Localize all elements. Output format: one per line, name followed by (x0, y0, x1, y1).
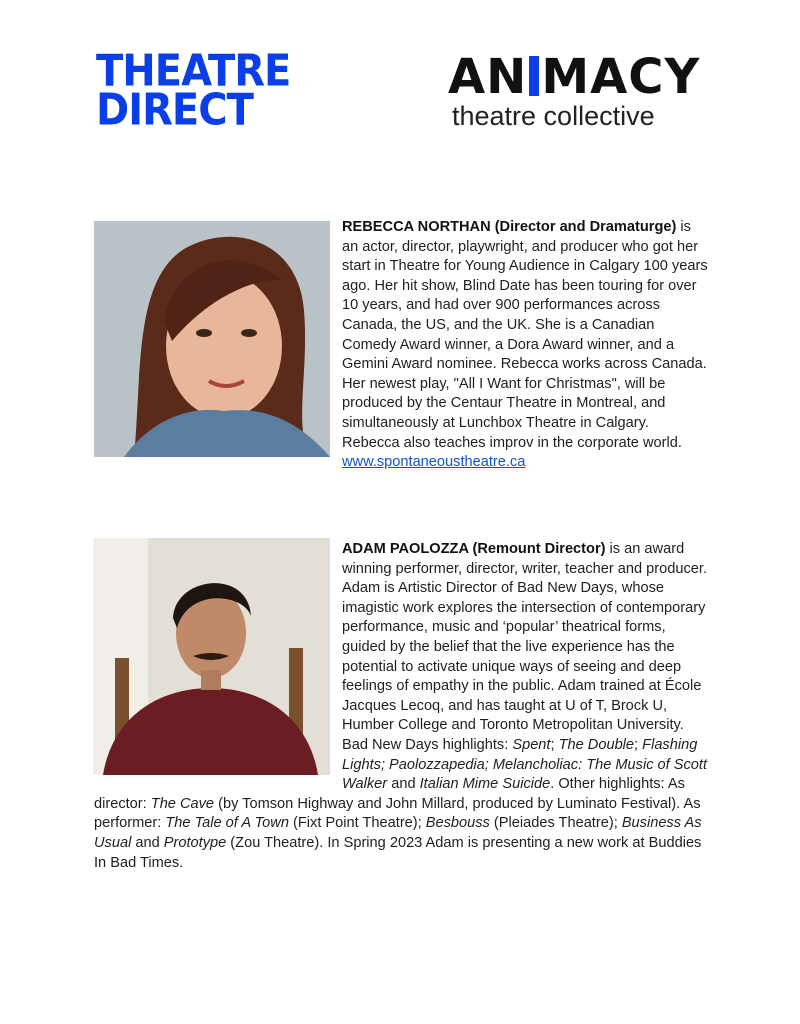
animacy-logo-wordmark (448, 49, 701, 105)
animacy-logo (448, 49, 701, 131)
bio-text: and (387, 776, 420, 793)
animacy-logo-part1: AN (448, 49, 528, 105)
bio-italic: The Cave (150, 795, 215, 812)
bio-italic: Flashing Lights; Paolozzapedia; Melancholiac: The Music of Scott Walker (342, 736, 708, 793)
rebecca-northan-name: REBECCA NORTHAN (Director and Dramaturge) (342, 219, 677, 235)
rebecca-northan-bio (342, 218, 708, 473)
animacy-logo-bar (529, 56, 539, 96)
bio-text: (Pleiades Theatre); (489, 815, 622, 832)
adam-paolozza-name: ADAM PAOLOZZA (Remount Director) (342, 541, 606, 557)
theatre-direct-logo-line1: THEATRE (96, 46, 291, 97)
bio-text: and (131, 834, 164, 851)
spontaneous-theatre-link[interactable]: www.spontaneoustheatre.ca (342, 454, 526, 471)
animacy-logo-tagline: theatre collective (452, 101, 655, 131)
bio-italic: The Tale of A Town (165, 815, 289, 832)
bio-italic: Spent (512, 736, 551, 753)
bio-text: . Other highlights: As director: (94, 776, 685, 812)
bio-text: (by Tomson Highway and John Millard, produced by Luminato Festival). As performer: (94, 795, 701, 832)
animacy-logo-part2: MACY (541, 49, 701, 105)
bio-text: (Fixt Point Theatre); (288, 815, 426, 832)
bio-italic: Business As Usual (94, 815, 702, 851)
adam-paolozza-bio (94, 540, 708, 873)
bio-italic: Italian Mime Suicide (419, 776, 551, 793)
rebecca-northan-bio-text: is an actor, director, playwright, and producer who got her start in Theatre for Young Audience in Calgary 100 years ago. Her hit show, Blind Date has been touring for over 10 years, and had over 900 performances across Canada, the US, and the UK. She is a Canadian Comedy Award winner, a Dora Award winner, and a Gemini Award nominee. Rebecca works across Canada. Her newest play, "All I Want for Christmas", will be produced by the Centaur Theatre in Montreal, and simultaneously at Lunchbox Theatre in Calgary. Rebecca also teaches improv in the corporate world. (342, 219, 708, 451)
bio-italic: The Double (558, 736, 635, 753)
bio-italic: Prototype (163, 834, 227, 851)
theatre-direct-logo-line2: DIRECT (96, 85, 253, 136)
bio-text: (Zou Theatre). In Spring 2023 Adam is presenting a new work at Buddies In Bad Times. (94, 834, 702, 871)
rebecca-northan-photo (94, 221, 330, 457)
bio-italic: Besbouss (425, 815, 490, 832)
bio-text: ; (634, 736, 643, 753)
bio-text: is an award winning performer, director, writer, teacher and producer. Adam is Artistic Director of Bad New Days, whose imagistic work explores the intersection of contemporary performance, music and ‘popular’ theatrical forms, guided by the belief that the live experience has the potential to activate unique ways of seeing and deep feelings of empathy in the public. Adam trained at École Jacques Lecoq, and has taught at U of T, Brock U, Humber College and Toronto Metropolitan University. Bad New Days highlights: (342, 541, 708, 753)
theatre-direct-logo (96, 46, 326, 136)
bio-text: ; (550, 736, 559, 753)
